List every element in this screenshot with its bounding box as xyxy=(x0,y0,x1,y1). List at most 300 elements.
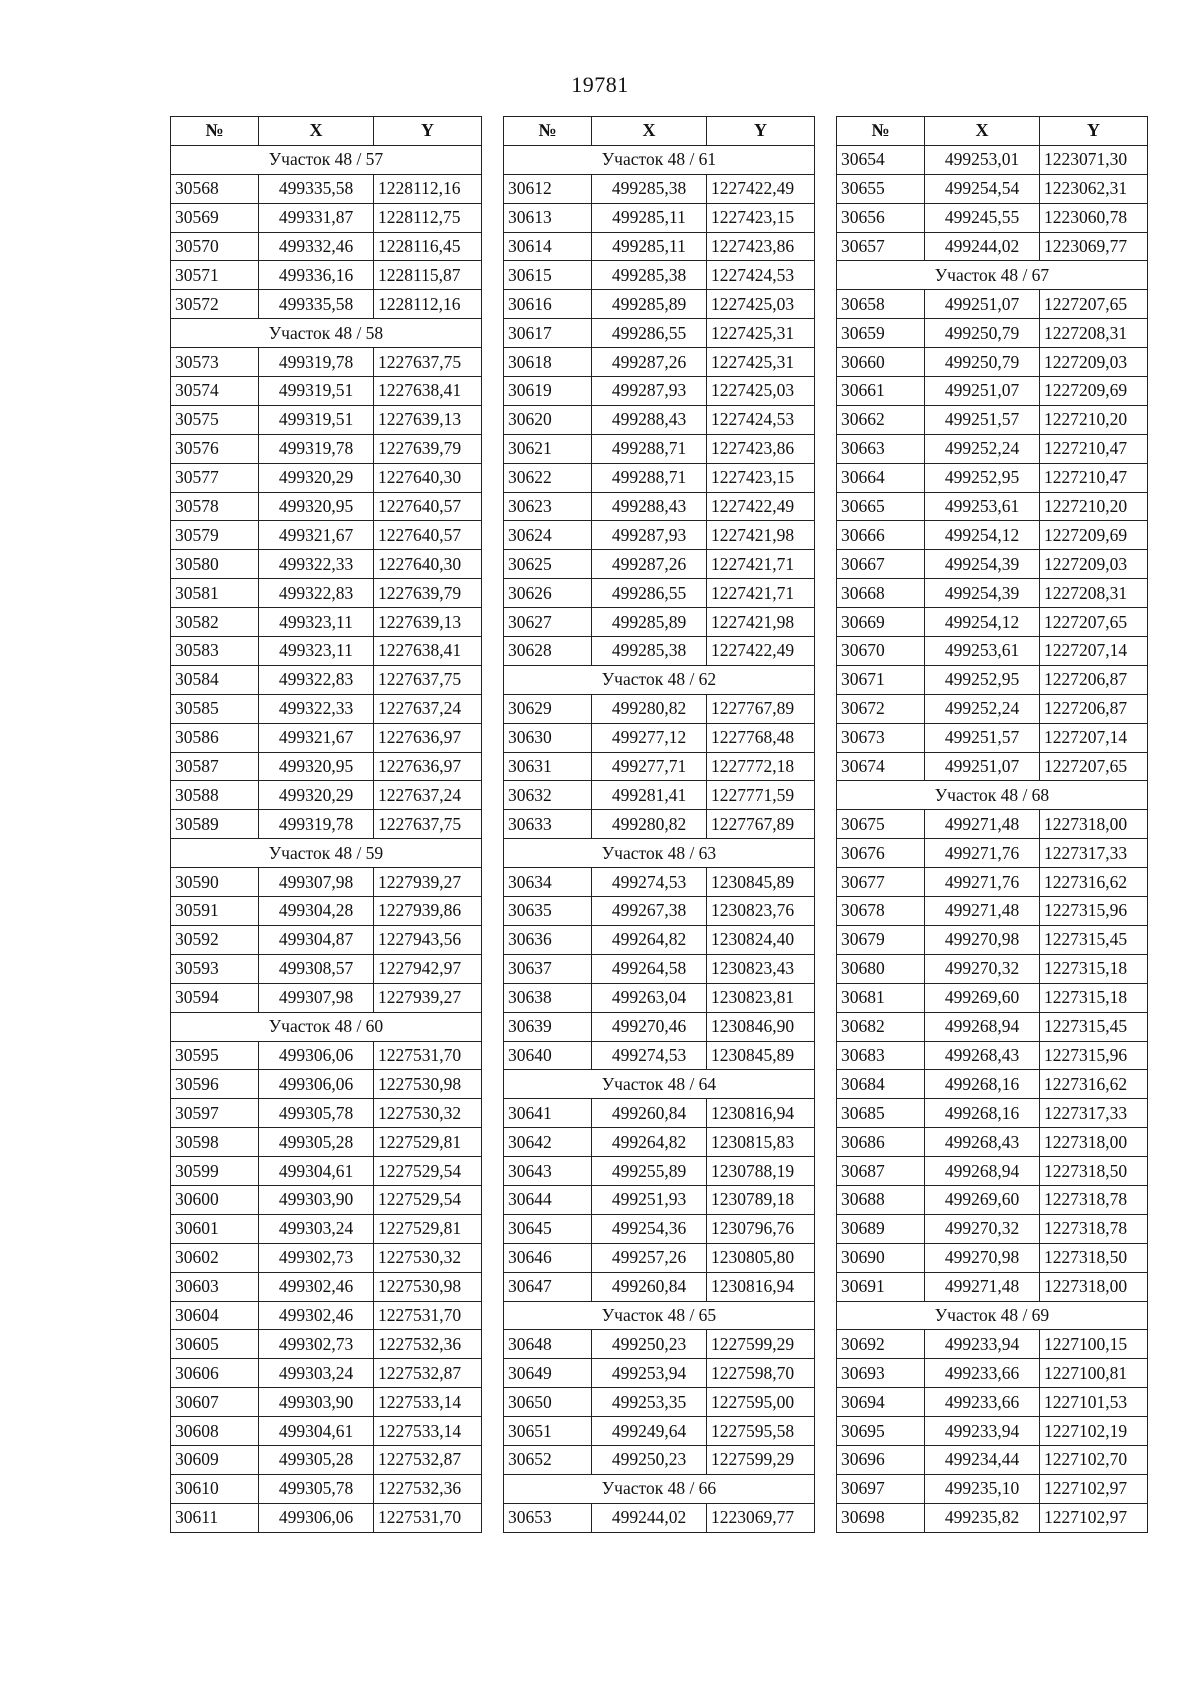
x-coordinate: 499233,94 xyxy=(925,1417,1040,1446)
point-number: 30688 xyxy=(837,1185,925,1214)
y-coordinate: 1227316,62 xyxy=(1040,1070,1148,1099)
x-coordinate: 499270,98 xyxy=(925,1243,1040,1272)
section-row xyxy=(504,1474,815,1503)
x-coordinate: 499277,12 xyxy=(592,723,707,752)
y-coordinate: 1227102,97 xyxy=(1040,1474,1148,1503)
table-row xyxy=(837,290,1148,319)
table-row xyxy=(504,405,815,434)
x-coordinate: 499233,66 xyxy=(925,1388,1040,1417)
y-coordinate: 1227532,36 xyxy=(374,1330,482,1359)
y-coordinate: 1227637,75 xyxy=(374,348,482,377)
table-row xyxy=(837,492,1148,521)
header-x: X xyxy=(592,117,707,146)
table-row xyxy=(504,1099,815,1128)
point-number: 30694 xyxy=(837,1388,925,1417)
point-number: 30613 xyxy=(504,203,592,232)
x-coordinate: 499320,29 xyxy=(259,463,374,492)
point-number: 30633 xyxy=(504,810,592,839)
y-coordinate: 1227318,00 xyxy=(1040,810,1148,839)
y-coordinate: 1227767,89 xyxy=(707,810,815,839)
table-row xyxy=(837,1474,1148,1503)
table-row xyxy=(504,203,815,232)
x-coordinate: 499254,12 xyxy=(925,608,1040,637)
header-x: X xyxy=(925,117,1040,146)
point-number: 30572 xyxy=(171,290,259,319)
point-number: 30687 xyxy=(837,1157,925,1186)
y-coordinate: 1230823,76 xyxy=(707,897,815,926)
x-coordinate: 499255,89 xyxy=(592,1157,707,1186)
section-title: Участок 48 / 62 xyxy=(504,665,815,694)
x-coordinate: 499323,11 xyxy=(259,637,374,666)
x-coordinate: 499280,82 xyxy=(592,810,707,839)
header-number: № xyxy=(837,117,925,146)
table-row xyxy=(504,637,815,666)
y-coordinate: 1227425,31 xyxy=(707,348,815,377)
y-coordinate: 1227942,97 xyxy=(374,954,482,983)
x-coordinate: 499305,28 xyxy=(259,1445,374,1474)
x-coordinate: 499307,98 xyxy=(259,983,374,1012)
section-row xyxy=(837,781,1148,810)
point-number: 30680 xyxy=(837,954,925,983)
x-coordinate: 499303,90 xyxy=(259,1185,374,1214)
table-row xyxy=(171,1388,482,1417)
table-row xyxy=(504,781,815,810)
point-number: 30651 xyxy=(504,1417,592,1446)
table-row xyxy=(504,1041,815,1070)
y-coordinate: 1227423,86 xyxy=(707,232,815,261)
point-number: 30667 xyxy=(837,550,925,579)
y-coordinate: 1223071,30 xyxy=(1040,145,1148,174)
table-row xyxy=(504,1185,815,1214)
y-coordinate: 1227207,65 xyxy=(1040,290,1148,319)
x-coordinate: 499285,11 xyxy=(592,232,707,261)
point-number: 30653 xyxy=(504,1503,592,1532)
y-coordinate: 1227772,18 xyxy=(707,752,815,781)
y-coordinate: 1228112,16 xyxy=(374,174,482,203)
x-coordinate: 499305,78 xyxy=(259,1474,374,1503)
point-number: 30582 xyxy=(171,608,259,637)
x-coordinate: 499264,82 xyxy=(592,1128,707,1157)
y-coordinate: 1227531,70 xyxy=(374,1041,482,1070)
y-coordinate: 1227423,86 xyxy=(707,434,815,463)
y-coordinate: 1227640,57 xyxy=(374,492,482,521)
y-coordinate: 1227531,70 xyxy=(374,1301,482,1330)
x-coordinate: 499303,90 xyxy=(259,1388,374,1417)
point-number: 30579 xyxy=(171,521,259,550)
point-number: 30662 xyxy=(837,405,925,434)
y-coordinate: 1227424,53 xyxy=(707,405,815,434)
table-row xyxy=(837,232,1148,261)
y-coordinate: 1227207,65 xyxy=(1040,752,1148,781)
y-coordinate: 1227529,54 xyxy=(374,1185,482,1214)
point-number: 30668 xyxy=(837,579,925,608)
section-title: Участок 48 / 59 xyxy=(171,839,482,868)
table-row xyxy=(837,1503,1148,1532)
y-coordinate: 1227210,20 xyxy=(1040,405,1148,434)
point-number: 30645 xyxy=(504,1214,592,1243)
y-coordinate: 1230824,40 xyxy=(707,925,815,954)
table-row xyxy=(171,463,482,492)
point-number: 30673 xyxy=(837,723,925,752)
x-coordinate: 499285,38 xyxy=(592,637,707,666)
section-title: Участок 48 / 58 xyxy=(171,319,482,348)
y-coordinate: 1227636,97 xyxy=(374,752,482,781)
table-row xyxy=(837,954,1148,983)
y-coordinate: 1230796,76 xyxy=(707,1214,815,1243)
x-coordinate: 499288,71 xyxy=(592,463,707,492)
y-coordinate: 1227639,13 xyxy=(374,405,482,434)
x-coordinate: 499270,46 xyxy=(592,1012,707,1041)
y-coordinate: 1227315,45 xyxy=(1040,925,1148,954)
point-number: 30606 xyxy=(171,1359,259,1388)
page-number: 19781 xyxy=(571,72,629,97)
y-coordinate: 1227209,69 xyxy=(1040,377,1148,406)
table-row xyxy=(837,1214,1148,1243)
y-coordinate: 1228112,75 xyxy=(374,203,482,232)
x-coordinate: 499254,54 xyxy=(925,174,1040,203)
point-number: 30621 xyxy=(504,434,592,463)
y-coordinate: 1227318,78 xyxy=(1040,1214,1148,1243)
x-coordinate: 499271,48 xyxy=(925,897,1040,926)
x-coordinate: 499244,02 xyxy=(592,1503,707,1532)
x-coordinate: 499268,43 xyxy=(925,1041,1040,1070)
table-row xyxy=(837,1070,1148,1099)
table-row xyxy=(837,434,1148,463)
point-number: 30685 xyxy=(837,1099,925,1128)
y-coordinate: 1227599,29 xyxy=(707,1330,815,1359)
y-coordinate: 1227423,15 xyxy=(707,463,815,492)
table-row xyxy=(837,1099,1148,1128)
x-coordinate: 499251,07 xyxy=(925,377,1040,406)
y-coordinate: 1223060,78 xyxy=(1040,203,1148,232)
y-coordinate: 1230789,18 xyxy=(707,1185,815,1214)
table-row xyxy=(171,1214,482,1243)
x-coordinate: 499319,78 xyxy=(259,434,374,463)
point-number: 30623 xyxy=(504,492,592,521)
table-row xyxy=(837,810,1148,839)
table-row xyxy=(171,983,482,1012)
table-row xyxy=(837,925,1148,954)
table-row xyxy=(171,1503,482,1532)
section-row xyxy=(171,1012,482,1041)
point-number: 30597 xyxy=(171,1099,259,1128)
point-number: 30584 xyxy=(171,665,259,694)
point-number: 30681 xyxy=(837,983,925,1012)
x-coordinate: 499306,06 xyxy=(259,1503,374,1532)
table-row xyxy=(504,261,815,290)
x-coordinate: 499260,84 xyxy=(592,1099,707,1128)
x-coordinate: 499254,39 xyxy=(925,550,1040,579)
point-number: 30646 xyxy=(504,1243,592,1272)
table-row xyxy=(837,1359,1148,1388)
x-coordinate: 499335,58 xyxy=(259,290,374,319)
section-row xyxy=(504,1301,815,1330)
table-row xyxy=(171,1099,482,1128)
y-coordinate: 1230846,90 xyxy=(707,1012,815,1041)
point-number: 30664 xyxy=(837,463,925,492)
table-row xyxy=(504,521,815,550)
point-number: 30676 xyxy=(837,839,925,868)
y-coordinate: 1228115,87 xyxy=(374,261,482,290)
y-coordinate: 1227529,81 xyxy=(374,1214,482,1243)
y-coordinate: 1230845,89 xyxy=(707,1041,815,1070)
y-coordinate: 1228116,45 xyxy=(374,232,482,261)
table-row xyxy=(171,174,482,203)
point-number: 30587 xyxy=(171,752,259,781)
section-title: Участок 48 / 65 xyxy=(504,1301,815,1330)
y-coordinate: 1227209,03 xyxy=(1040,550,1148,579)
table-row xyxy=(171,925,482,954)
y-coordinate: 1230816,94 xyxy=(707,1272,815,1301)
y-coordinate: 1227531,70 xyxy=(374,1503,482,1532)
table-row xyxy=(504,752,815,781)
x-coordinate: 499322,83 xyxy=(259,579,374,608)
point-number: 30678 xyxy=(837,897,925,926)
table-row xyxy=(171,261,482,290)
point-number: 30598 xyxy=(171,1128,259,1157)
table-row xyxy=(171,897,482,926)
point-number: 30691 xyxy=(837,1272,925,1301)
table-row xyxy=(837,1445,1148,1474)
x-coordinate: 499252,24 xyxy=(925,434,1040,463)
table-row xyxy=(504,348,815,377)
point-number: 30634 xyxy=(504,868,592,897)
point-number: 30679 xyxy=(837,925,925,954)
x-coordinate: 499306,06 xyxy=(259,1041,374,1070)
point-number: 30684 xyxy=(837,1070,925,1099)
table-row xyxy=(837,1157,1148,1186)
section-title: Участок 48 / 69 xyxy=(837,1301,1148,1330)
point-number: 30636 xyxy=(504,925,592,954)
y-coordinate: 1227640,30 xyxy=(374,463,482,492)
x-coordinate: 499268,16 xyxy=(925,1070,1040,1099)
point-number: 30635 xyxy=(504,897,592,926)
table-row xyxy=(504,1417,815,1446)
point-number: 30648 xyxy=(504,1330,592,1359)
table-row xyxy=(837,608,1148,637)
point-number: 30682 xyxy=(837,1012,925,1041)
table-row xyxy=(837,1185,1148,1214)
y-coordinate: 1227599,29 xyxy=(707,1445,815,1474)
x-coordinate: 499250,79 xyxy=(925,319,1040,348)
x-coordinate: 499304,61 xyxy=(259,1157,374,1186)
y-coordinate: 1227422,49 xyxy=(707,174,815,203)
point-number: 30592 xyxy=(171,925,259,954)
point-number: 30641 xyxy=(504,1099,592,1128)
point-number: 30624 xyxy=(504,521,592,550)
section-title: Участок 48 / 57 xyxy=(171,145,482,174)
y-coordinate: 1227210,47 xyxy=(1040,434,1148,463)
y-coordinate: 1227208,31 xyxy=(1040,579,1148,608)
table-row xyxy=(504,550,815,579)
y-coordinate: 1227315,18 xyxy=(1040,954,1148,983)
point-number: 30618 xyxy=(504,348,592,377)
table-row xyxy=(171,290,482,319)
y-coordinate: 1227532,87 xyxy=(374,1359,482,1388)
x-coordinate: 499331,87 xyxy=(259,203,374,232)
table-row xyxy=(171,232,482,261)
table-row xyxy=(171,723,482,752)
x-coordinate: 499271,48 xyxy=(925,810,1040,839)
point-number: 30614 xyxy=(504,232,592,261)
y-coordinate: 1227208,31 xyxy=(1040,319,1148,348)
x-coordinate: 499322,83 xyxy=(259,665,374,694)
table-row xyxy=(504,1243,815,1272)
x-coordinate: 499280,82 xyxy=(592,694,707,723)
point-number: 30589 xyxy=(171,810,259,839)
table-row xyxy=(171,550,482,579)
point-number: 30627 xyxy=(504,608,592,637)
y-coordinate: 1227421,71 xyxy=(707,579,815,608)
section-row xyxy=(837,1301,1148,1330)
point-number: 30686 xyxy=(837,1128,925,1157)
point-number: 30611 xyxy=(171,1503,259,1532)
table-row xyxy=(504,232,815,261)
point-number: 30663 xyxy=(837,434,925,463)
x-coordinate: 499268,94 xyxy=(925,1157,1040,1186)
table-row xyxy=(837,1128,1148,1157)
point-number: 30666 xyxy=(837,521,925,550)
x-coordinate: 499268,16 xyxy=(925,1099,1040,1128)
x-coordinate: 499253,35 xyxy=(592,1388,707,1417)
x-coordinate: 499304,28 xyxy=(259,897,374,926)
x-coordinate: 499249,64 xyxy=(592,1417,707,1446)
point-number: 30677 xyxy=(837,868,925,897)
table-row xyxy=(171,492,482,521)
x-coordinate: 499302,46 xyxy=(259,1301,374,1330)
table-row xyxy=(837,694,1148,723)
y-coordinate: 1227100,15 xyxy=(1040,1330,1148,1359)
section-title: Участок 48 / 61 xyxy=(504,145,815,174)
point-number: 30576 xyxy=(171,434,259,463)
x-coordinate: 499302,46 xyxy=(259,1272,374,1301)
table-row xyxy=(837,579,1148,608)
table-row xyxy=(171,1185,482,1214)
point-number: 30661 xyxy=(837,377,925,406)
point-number: 30599 xyxy=(171,1157,259,1186)
point-number: 30675 xyxy=(837,810,925,839)
y-coordinate: 1227532,87 xyxy=(374,1445,482,1474)
point-number: 30659 xyxy=(837,319,925,348)
y-coordinate: 1227423,15 xyxy=(707,203,815,232)
x-coordinate: 499254,39 xyxy=(925,579,1040,608)
table-row xyxy=(504,463,815,492)
point-number: 30615 xyxy=(504,261,592,290)
table-row xyxy=(504,1445,815,1474)
point-number: 30656 xyxy=(837,203,925,232)
section-row xyxy=(504,665,815,694)
section-row xyxy=(504,839,815,868)
y-coordinate: 1223069,77 xyxy=(707,1503,815,1532)
y-coordinate: 1227206,87 xyxy=(1040,694,1148,723)
coordinates-table-3 xyxy=(836,116,1148,1533)
point-number: 30642 xyxy=(504,1128,592,1157)
x-coordinate: 499322,33 xyxy=(259,550,374,579)
x-coordinate: 499250,23 xyxy=(592,1445,707,1474)
table-row xyxy=(504,1503,815,1532)
point-number: 30607 xyxy=(171,1388,259,1417)
x-coordinate: 499319,51 xyxy=(259,405,374,434)
x-coordinate: 499285,89 xyxy=(592,608,707,637)
x-coordinate: 499235,82 xyxy=(925,1503,1040,1532)
table-row xyxy=(837,637,1148,666)
x-coordinate: 499286,55 xyxy=(592,319,707,348)
table-row xyxy=(171,1474,482,1503)
x-coordinate: 499245,55 xyxy=(925,203,1040,232)
x-coordinate: 499335,58 xyxy=(259,174,374,203)
y-coordinate: 1227316,62 xyxy=(1040,868,1148,897)
point-number: 30672 xyxy=(837,694,925,723)
y-coordinate: 1227315,96 xyxy=(1040,1041,1148,1070)
point-number: 30674 xyxy=(837,752,925,781)
point-number: 30616 xyxy=(504,290,592,319)
table-row xyxy=(837,1388,1148,1417)
table-row xyxy=(171,1301,482,1330)
table-row xyxy=(837,752,1148,781)
y-coordinate: 1227640,57 xyxy=(374,521,482,550)
point-number: 30693 xyxy=(837,1359,925,1388)
y-coordinate: 1227102,70 xyxy=(1040,1445,1148,1474)
table-row xyxy=(504,174,815,203)
y-coordinate: 1227207,65 xyxy=(1040,608,1148,637)
point-number: 30610 xyxy=(171,1474,259,1503)
x-coordinate: 499264,82 xyxy=(592,925,707,954)
x-coordinate: 499320,29 xyxy=(259,781,374,810)
y-coordinate: 1227639,13 xyxy=(374,608,482,637)
y-coordinate: 1227595,58 xyxy=(707,1417,815,1446)
header-x: X xyxy=(259,117,374,146)
x-coordinate: 499308,57 xyxy=(259,954,374,983)
y-coordinate: 1227530,32 xyxy=(374,1099,482,1128)
y-coordinate: 1227209,69 xyxy=(1040,521,1148,550)
point-number: 30637 xyxy=(504,954,592,983)
x-coordinate: 499287,26 xyxy=(592,550,707,579)
point-number: 30575 xyxy=(171,405,259,434)
point-number: 30652 xyxy=(504,1445,592,1474)
table-row xyxy=(171,405,482,434)
y-coordinate: 1227318,50 xyxy=(1040,1157,1148,1186)
point-number: 30628 xyxy=(504,637,592,666)
y-coordinate: 1227100,81 xyxy=(1040,1359,1148,1388)
x-coordinate: 499253,94 xyxy=(592,1359,707,1388)
header-number: № xyxy=(504,117,592,146)
y-coordinate: 1227315,18 xyxy=(1040,983,1148,1012)
table-row xyxy=(504,723,815,752)
y-coordinate: 1230815,83 xyxy=(707,1128,815,1157)
x-coordinate: 499285,38 xyxy=(592,174,707,203)
y-coordinate: 1230788,19 xyxy=(707,1157,815,1186)
point-number: 30631 xyxy=(504,752,592,781)
point-number: 30692 xyxy=(837,1330,925,1359)
point-number: 30644 xyxy=(504,1185,592,1214)
x-coordinate: 499274,53 xyxy=(592,868,707,897)
table-row xyxy=(171,579,482,608)
point-number: 30594 xyxy=(171,983,259,1012)
y-coordinate: 1227529,81 xyxy=(374,1128,482,1157)
point-number: 30670 xyxy=(837,637,925,666)
x-coordinate: 499233,66 xyxy=(925,1359,1040,1388)
x-coordinate: 499302,73 xyxy=(259,1330,374,1359)
y-coordinate: 1227637,24 xyxy=(374,781,482,810)
x-coordinate: 499285,38 xyxy=(592,261,707,290)
x-coordinate: 499285,89 xyxy=(592,290,707,319)
y-coordinate: 1228112,16 xyxy=(374,290,482,319)
table-row xyxy=(171,954,482,983)
x-coordinate: 499277,71 xyxy=(592,752,707,781)
table-row xyxy=(171,377,482,406)
table-row xyxy=(504,1214,815,1243)
y-coordinate: 1227102,19 xyxy=(1040,1417,1148,1446)
